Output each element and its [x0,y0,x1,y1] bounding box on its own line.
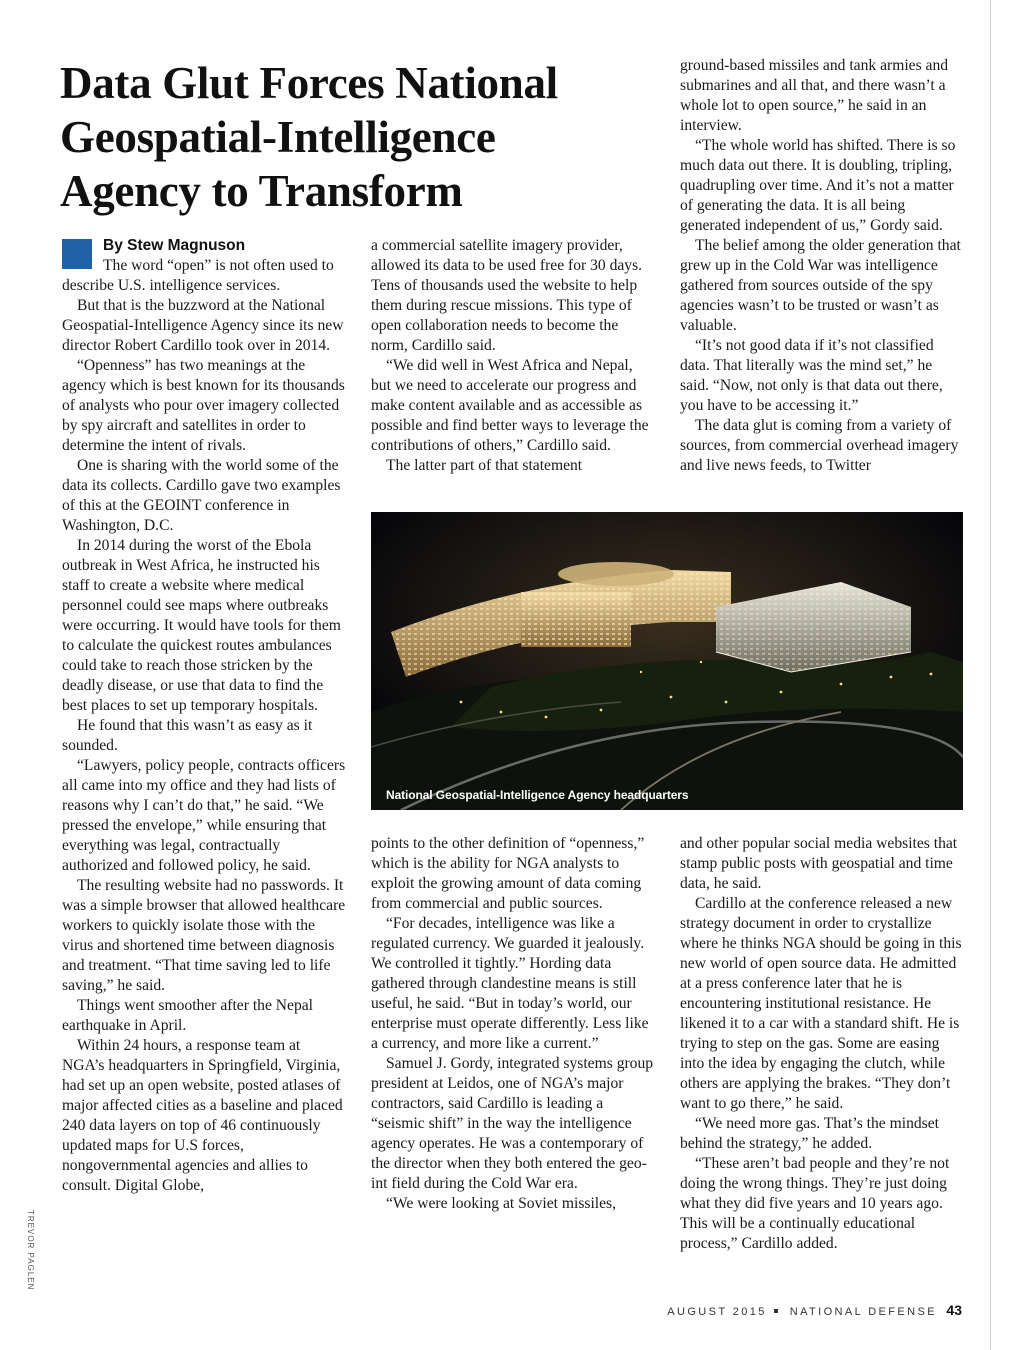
paragraph: Cardillo at the conference released a new strategy document in order to crystallize where he thinks NGA should be going in this new world of open source data. He admitted at a press conference later that he is encountering institutional resistance. He likened it to a car with a standard shift. He is trying to step on the gas. Some are easing into the idea by engaging the clutch, while others are applying the brakes. “They don’t want to go there,” he said. [680,895,962,1112]
night-aerial-illustration [371,512,963,810]
article-column-3-bottom [680,834,964,1254]
paragraph: Within 24 hours, a response team at NGA’s headquarters in Springfield, Virginia, had set up an open website, posted atlases of major affected cities as a baseline and placed 240 data layers on top of 46 continuously updated maps for U.S forces, nongovernmental agencies and allies to consult. Digital Globe, [62,1037,343,1194]
byline-row [62,236,346,296]
paragraph: “We did well in West Africa and Nepal, but we need to accelerate our progress and make content available and as accessible as possible and find better ways to leverage the contributions of others,” Cardillo said. [371,357,649,454]
paragraph: The resulting website had no passwords. It was a simple browser that allowed healthcare workers to quickly isolate those with the virus and shortened time between diagnosis and treatment. “That time saving led to life saving,” he said. [62,877,346,994]
article-column-1 [62,236,346,1196]
paragraph: a commercial satellite imagery provider, allowed its data to be used free for 30 days. Tens of thousands used the website to help them during rescue missions. This type of open collaboration needs to become the norm, Cardillo said. [371,237,643,354]
paragraph: and other popular social media websites that stamp public posts with geospatial and time data, he said. [680,835,958,892]
photo-caption: National Geospatial-Intelligence Agency headquarters [386,788,689,802]
paragraph: In 2014 during the worst of the Ebola outbreak in West Africa, he instructed his staff to create a website where medical personnel could see maps where outbreaks were occurring. It would have tools for them to calculate the quickest routes ambulances could take to reach those stricken by the deadly disease, or use that data to find the best places to set up temporary hospitals. [62,537,341,714]
paragraph: “It’s not good data if it’s not classified data. That literally was the mind set,” he said. “Now, not only is that data out there, you have to be accessing it.” [680,337,943,414]
byline: By Stew Magnuson [103,237,246,254]
bullet-icon [774,1309,778,1313]
paragraph: The latter part of that statement [386,457,583,474]
paragraph: Things went smoother after the Nepal earthquake in April. [62,997,314,1034]
paragraph: The belief among the older generation that grew up in the Cold War was intelligence gathered from sources outside of the spy agencies wasn’t to be trusted or wasn’t as valuable. [680,237,961,334]
headquarters-photo [371,512,963,810]
page-edge-rule [990,0,991,1350]
article-headline: Data Glut Forces National Geospatial-Intelligence Agency to Transform [60,58,558,216]
article-column-2-bottom [371,834,655,1214]
paragraph: “For decades, intelligence was like a regulated currency. We guarded it jealously. We controlled it tightly.” Hording data gathered through clandestine means is still useful, he said. “But in today’s world, our enterprise must operate differently. Less like a currency, and more like a current.” [371,915,649,1052]
paragraph: “The whole world has shifted. There is so much data out there. It is doubling, tripling, quadrupling over time. And it’s not a matter of generating the data. It is all being generated independent of us,” Gordy said. [680,137,956,234]
accent-square-icon [62,239,92,269]
article-column-3-top [680,56,964,476]
photo-credit: TREVOR PAGLEN [26,1210,35,1291]
page-number: 43 [946,1302,962,1318]
article-column-2-top [371,236,655,476]
paragraph: One is sharing with the world some of the data its collects. Cardillo gave two examples of this at the GEOINT conference in Washington, D.C. [62,457,341,534]
publication-name: NATIONAL DEFENSE [789,1306,937,1318]
paragraph: “Openness” has two meanings at the agency which is best known for its thousands of analysts who pour over imagery collected by spy aircraft and satellites in order to determine the intent of rivals. [62,357,345,454]
paragraph: “We need more gas. That’s the mindset behind the strategy,” he added. [680,1115,939,1152]
paragraph: He found that this wasn’t as easy as it sounded. [62,717,313,754]
paragraph: ground-based missiles and tank armies and submarines and all that, and there wasn’t a whole lot to open source,” he said in an interview. [680,57,949,134]
paragraph: “These aren’t bad people and they’re not doing the wrong things. They’re just doing what they did five years and 10 years ago. This will be a continually educational process,” Cardillo added. [680,1155,950,1252]
paragraph: The data glut is coming from a variety of sources, from commercial overhead imagery and live news feeds, to Twitter [680,417,959,474]
paragraph: “Lawyers, policy people, contracts officers all came into my office and they had lists of reasons why I can’t do that,” he said. “We pressed the envelope,” while ensuring that everything was legal, contractually authorized and followed policy, he said. [62,757,346,874]
paragraph: Samuel J. Gordy, integrated systems group president at Leidos, one of NGA’s major contractors, said Cardillo is leading a “seismic shift” in the way the intelligence agency operates. He was a contemporary of the director when they both entered the geo-int field during the Cold War era. [371,1055,654,1192]
paragraph: But that is the buzzword at the National Geospatial-Intelligence Agency since its new director Robert Cardillo took over in 2014. [62,297,344,354]
paragraph: “We were looking at Soviet missiles, [386,1195,617,1212]
paragraph: points to the other definition of “openness,” which is the ability for NGA analysts to exploit the growing amount of data coming from commercial and public sources. [371,835,645,912]
paragraph: The word “open” is not often used to describe U.S. intelligence services. [62,257,334,294]
issue-date: AUGUST 2015 [667,1306,767,1318]
page-footer [667,1302,962,1318]
